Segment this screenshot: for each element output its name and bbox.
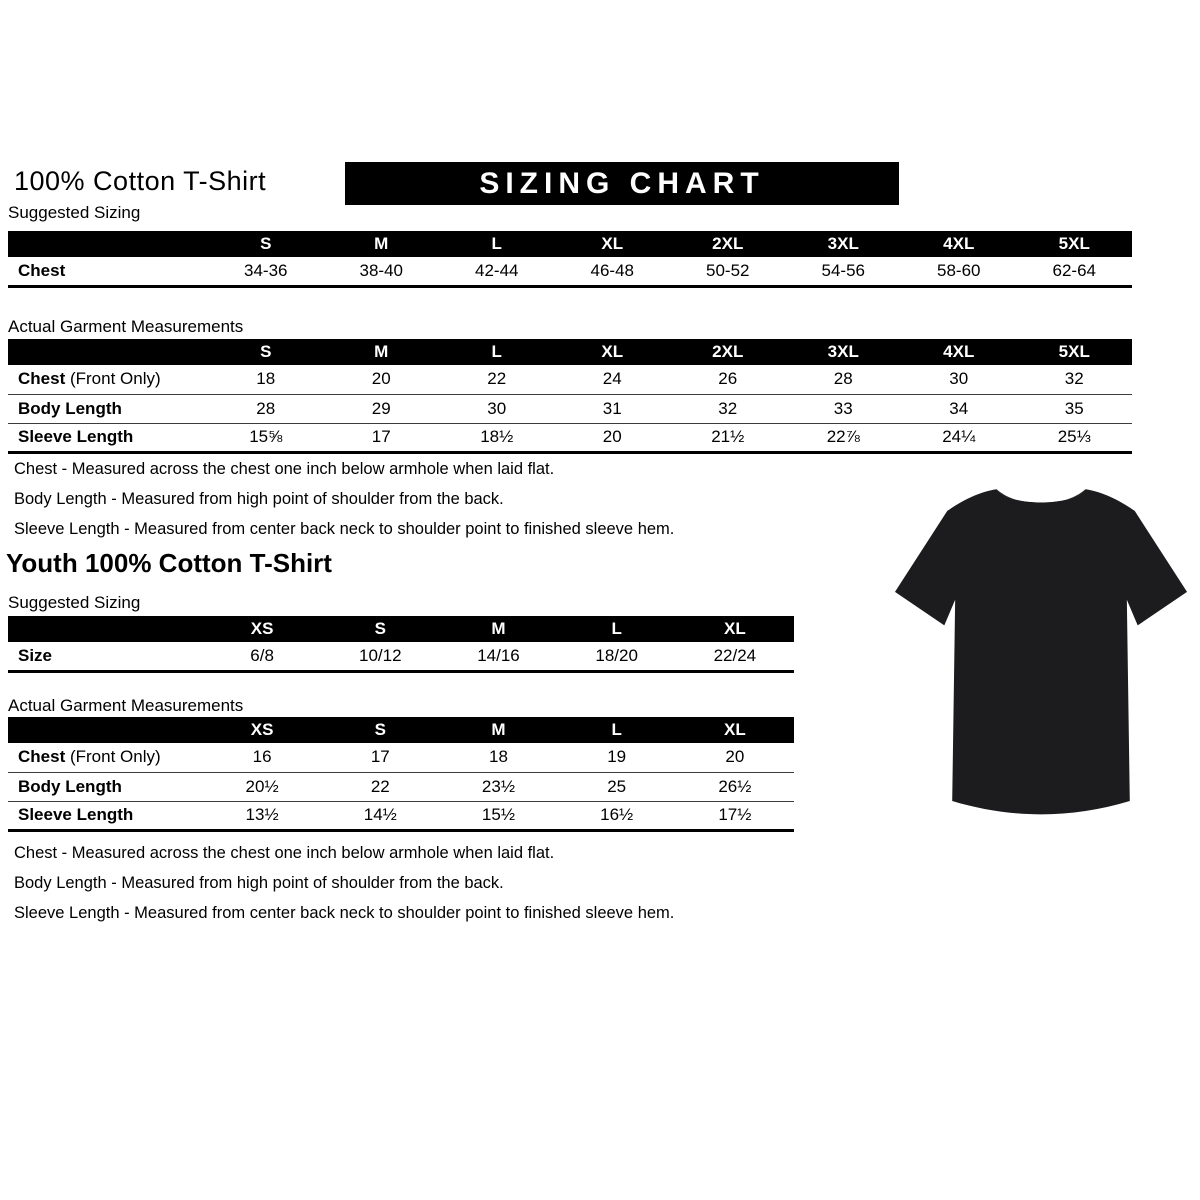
size-value: 58-60 (937, 260, 981, 280)
youth-actual-table (8, 717, 794, 832)
size-value: 35 (1017, 394, 1133, 423)
size-value: 42-44 (475, 260, 519, 280)
size-value: 54-56 (821, 260, 865, 280)
size-col-header: 3XL (786, 339, 902, 365)
note-line: Body Length - Measured from high point of shoulder from the back. (14, 490, 504, 508)
size-col-header: S (208, 231, 324, 257)
size-value: 32 (670, 394, 786, 423)
note-line: Sleeve Length - Measured from center back neck to shoulder point to finished sleeve hem. (14, 520, 675, 538)
size-col-header: XS (203, 717, 321, 743)
row-label: Body Length (8, 394, 208, 423)
size-value: 22/24 (713, 645, 757, 665)
table-row (8, 365, 1132, 394)
size-col-header: XL (676, 717, 794, 743)
size-value: 16 (252, 747, 272, 767)
header-row (8, 717, 794, 743)
size-col-header: S (321, 717, 439, 743)
size-col-header: XL (555, 231, 671, 257)
size-value: 34 (901, 394, 1017, 423)
page-title: 100% Cotton T-Shirt (14, 166, 267, 196)
size-value: 15½ (439, 801, 557, 830)
size-col-header: XL (555, 339, 671, 365)
note-line: Chest - Measured across the chest one inch below armhole when laid flat. (14, 460, 555, 478)
size-value: 50-52 (706, 260, 750, 280)
row-label: Chest (Front Only) (18, 369, 161, 389)
size-value: 17 (370, 747, 390, 767)
size-value: 32 (1064, 369, 1084, 389)
size-value: 25⅓ (1017, 423, 1133, 452)
size-value: 62-64 (1052, 260, 1096, 280)
adult-measurement-notes (14, 460, 674, 550)
size-value: 14½ (321, 801, 439, 830)
size-col-header: L (558, 616, 676, 642)
size-value: 18 (489, 747, 508, 767)
size-value: 29 (324, 394, 440, 423)
row-label: Chest (18, 260, 66, 280)
tshirt-icon (893, 474, 1189, 834)
size-value: 18½ (439, 423, 555, 452)
size-col-header: L (439, 339, 555, 365)
size-value: 15⅝ (208, 423, 324, 452)
size-value: 20 (725, 747, 745, 767)
black-tshirt-image (893, 474, 1189, 834)
note-line: Chest - Measured across the chest one inch below armhole when laid flat. (14, 844, 555, 862)
table-row (8, 423, 1132, 452)
size-value: 30 (949, 369, 969, 389)
size-value: 10/12 (359, 645, 402, 665)
size-value: 17½ (676, 801, 794, 830)
size-col-header: L (558, 717, 676, 743)
size-value: 19 (607, 747, 627, 767)
table-row (8, 394, 1132, 423)
size-value: 18 (256, 369, 276, 389)
size-value: 22 (487, 369, 507, 389)
header-row (8, 339, 1132, 365)
size-col-header: M (439, 616, 557, 642)
size-col-header: 4XL (901, 231, 1017, 257)
size-value: 46-48 (590, 260, 634, 280)
size-value: 20 (371, 369, 391, 389)
adult-suggested-table (8, 231, 1132, 288)
size-col-header: S (321, 616, 439, 642)
youth-measurement-notes (14, 844, 674, 934)
size-value: 6/8 (250, 645, 274, 665)
size-col-header: 5XL (1017, 339, 1133, 365)
size-value: 28 (833, 369, 853, 389)
row-label: Size (18, 645, 53, 665)
corner-cell (8, 616, 203, 642)
size-value: 22 (321, 772, 439, 801)
size-value: 18/20 (595, 645, 638, 665)
corner-cell (8, 339, 208, 365)
size-col-header: XS (203, 616, 321, 642)
size-value: 28 (208, 394, 324, 423)
size-value: 25 (558, 772, 676, 801)
size-value: 34-36 (244, 260, 288, 280)
adult-actual-measurements-label: Actual Garment Measurements (8, 317, 244, 336)
size-value: 30 (439, 394, 555, 423)
table-row (8, 801, 794, 830)
size-col-header: M (324, 231, 440, 257)
size-col-header: S (208, 339, 324, 365)
note-line: Body Length - Measured from high point of shoulder from the back. (14, 874, 504, 892)
size-value: 20 (555, 423, 671, 452)
youth-suggested-sizing-label: Suggested Sizing (8, 593, 141, 612)
corner-cell (8, 231, 208, 257)
size-value: 14/16 (477, 645, 520, 665)
row-label-suffix: (Front Only) (65, 747, 161, 767)
header-row (8, 616, 794, 642)
table-row (8, 772, 794, 801)
size-col-header: 2XL (670, 339, 786, 365)
size-value: 24¼ (901, 423, 1017, 452)
sizing-chart-banner: SIZING CHART (345, 162, 899, 205)
size-value: 33 (786, 394, 902, 423)
adult-suggested-sizing-label: Suggested Sizing (8, 203, 141, 222)
header-row (8, 231, 1132, 257)
row-label: Sleeve Length (8, 801, 203, 830)
youth-actual-measurements-label: Actual Garment Measurements (8, 696, 244, 715)
youth-section-title: Youth 100% Cotton T-Shirt (6, 548, 332, 578)
corner-cell (8, 717, 203, 743)
row-label-suffix: (Front Only) (65, 369, 161, 389)
size-value: 20½ (203, 772, 321, 801)
table-row (8, 257, 1132, 286)
size-value: 22⅞ (786, 423, 902, 452)
size-value: 16½ (558, 801, 676, 830)
row-label: Body Length (8, 772, 203, 801)
table-row (8, 642, 794, 671)
size-value: 24 (602, 369, 622, 389)
table-row (8, 743, 794, 772)
size-value: 38-40 (359, 260, 403, 280)
row-label: Chest (Front Only) (18, 747, 161, 767)
size-col-header: 2XL (670, 231, 786, 257)
size-value: 26 (718, 369, 738, 389)
size-col-header: XL (676, 616, 794, 642)
size-value: 21½ (670, 423, 786, 452)
size-col-header: 4XL (901, 339, 1017, 365)
note-line: Sleeve Length - Measured from center back neck to shoulder point to finished sleeve hem. (14, 904, 675, 922)
row-label: Sleeve Length (8, 423, 208, 452)
size-col-header: M (324, 339, 440, 365)
youth-suggested-table (8, 616, 794, 673)
size-col-header: M (439, 717, 557, 743)
size-value: 31 (555, 394, 671, 423)
size-value: 23½ (439, 772, 557, 801)
adult-actual-table (8, 339, 1132, 454)
size-value: 26½ (676, 772, 794, 801)
size-value: 13½ (203, 801, 321, 830)
size-col-header: 3XL (786, 231, 902, 257)
size-col-header: 5XL (1017, 231, 1133, 257)
size-value: 17 (324, 423, 440, 452)
size-col-header: L (439, 231, 555, 257)
